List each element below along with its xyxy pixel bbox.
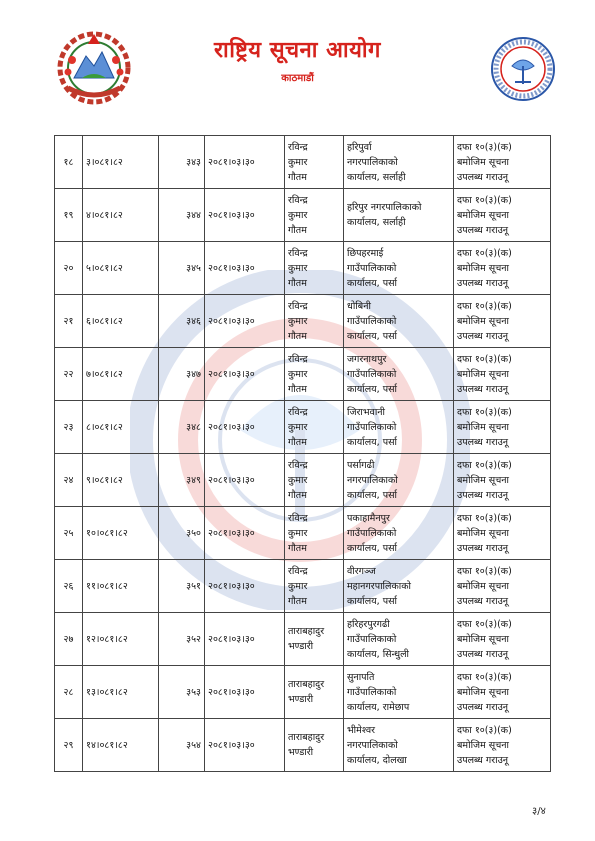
cell-appellant-name bbox=[285, 401, 344, 454]
cell-appellant-name bbox=[285, 666, 344, 719]
cell-registration-number bbox=[83, 613, 159, 666]
cell-decision-number bbox=[159, 189, 205, 242]
cell-decision-number-text: ३५३ bbox=[186, 686, 201, 698]
cell-appellant-name bbox=[285, 560, 344, 613]
cell-decision-date-text: २०८१।०३।३० bbox=[208, 156, 255, 168]
cell-decision-text-text: दफा १०(३)(क) बमोजिम सूचना उपलब्ध गराउनू bbox=[457, 300, 512, 342]
cell-decision-number bbox=[159, 136, 205, 189]
cell-respondent-office bbox=[344, 189, 454, 242]
cell-decision-text-text: दफा १०(३)(क) बमोजिम सूचना उपलब्ध गराउनू bbox=[457, 194, 512, 236]
cell-decision-text bbox=[454, 242, 551, 295]
cell-decision-date-text: २०८१।०३।३० bbox=[208, 633, 255, 645]
cell-serial-number-text: २१ bbox=[63, 315, 74, 327]
cell-decision-text-text: दफा १०(३)(क) बमोजिम सूचना उपलब्ध गराउनू bbox=[457, 724, 512, 766]
cell-respondent-office bbox=[344, 401, 454, 454]
cell-decision-number bbox=[159, 560, 205, 613]
cell-registration-number-text: १४।०८१।८२ bbox=[86, 739, 128, 751]
cell-appellant-name-text: ताराबहादुर भण्डारी bbox=[288, 732, 325, 758]
cell-decision-number bbox=[159, 719, 205, 772]
cell-decision-date bbox=[205, 136, 285, 189]
cell-decision-date bbox=[205, 507, 285, 560]
cell-decision-number-text: ३४३ bbox=[186, 156, 201, 168]
cell-decision-date-text: २०८१।०३।३० bbox=[208, 368, 255, 380]
cell-decision-number-text: ३४५ bbox=[186, 262, 201, 274]
cell-decision-date-text: २०८१।०३।३० bbox=[208, 580, 255, 592]
cell-decision-text-text: दफा १०(३)(क) बमोजिम सूचना उपलब्ध गराउनू bbox=[457, 406, 512, 448]
table-row bbox=[55, 719, 551, 772]
cell-serial-number bbox=[55, 242, 83, 295]
cell-decision-date-text: २०८१।०३।३० bbox=[208, 262, 255, 274]
cell-appellant-name bbox=[285, 507, 344, 560]
cell-decision-date bbox=[205, 348, 285, 401]
cell-registration-number bbox=[83, 242, 159, 295]
cell-appellant-name-text: रविन्द्र कुमार गौतम bbox=[288, 353, 308, 395]
cell-decision-date-text: २०८१।०३।३० bbox=[208, 315, 255, 327]
page-number: ३/४ bbox=[532, 806, 546, 817]
letterhead bbox=[0, 0, 595, 110]
cell-registration-number-text: ८।०८१।८२ bbox=[86, 421, 123, 433]
cell-appellant-name bbox=[285, 242, 344, 295]
cell-decision-number-text: ३५० bbox=[186, 527, 201, 539]
cell-registration-number-text: ४।०८१।८२ bbox=[86, 209, 123, 221]
cell-decision-text bbox=[454, 666, 551, 719]
cell-respondent-office-text: जगरनाथपुर गाउँपालिकाको कार्यालय, पर्सा bbox=[347, 353, 397, 395]
cell-appellant-name-text: रविन्द्र कुमार गौतम bbox=[288, 459, 308, 501]
cell-decision-number bbox=[159, 295, 205, 348]
cell-respondent-office bbox=[344, 348, 454, 401]
cell-decision-text-text: दफा १०(३)(क) बमोजिम सूचना उपलब्ध गराउनू bbox=[457, 353, 512, 395]
cell-serial-number bbox=[55, 560, 83, 613]
cell-decision-number bbox=[159, 454, 205, 507]
cell-respondent-office-text: पर्सागढी नगरपालिकाको कार्यालय, पर्सा bbox=[347, 459, 398, 501]
cell-decision-date-text: २०८१।०३।३० bbox=[208, 739, 255, 751]
cell-decision-date-text: २०८१।०३।३० bbox=[208, 474, 255, 486]
cell-registration-number bbox=[83, 560, 159, 613]
cell-decision-date bbox=[205, 666, 285, 719]
cell-serial-number bbox=[55, 295, 83, 348]
cell-serial-number-text: १९ bbox=[63, 209, 74, 221]
cell-respondent-office-text: सुनापति गाउँपालिकाको कार्यालय, रामेछाप bbox=[347, 671, 410, 713]
records-table bbox=[54, 135, 551, 772]
cell-registration-number bbox=[83, 348, 159, 401]
cell-registration-number-text: ९।०८१।८२ bbox=[86, 474, 123, 486]
cell-decision-text bbox=[454, 295, 551, 348]
cell-decision-number-text: ३४६ bbox=[186, 315, 201, 327]
cell-serial-number bbox=[55, 719, 83, 772]
cell-decision-text bbox=[454, 454, 551, 507]
cell-decision-date bbox=[205, 401, 285, 454]
records-table-body bbox=[55, 136, 551, 772]
table-row bbox=[55, 242, 551, 295]
cell-decision-date bbox=[205, 189, 285, 242]
cell-decision-text bbox=[454, 189, 551, 242]
cell-respondent-office-text: हरिपुर्वा नगरपालिकाको कार्यालय, सर्लाही bbox=[347, 141, 406, 183]
nic-seal-icon bbox=[490, 36, 556, 102]
cell-decision-text-text: दफा १०(३)(क) बमोजिम सूचना उपलब्ध गराउनू bbox=[457, 459, 512, 501]
cell-appellant-name bbox=[285, 719, 344, 772]
cell-decision-text-text: दफा १०(३)(क) बमोजिम सूचना उपलब्ध गराउनू bbox=[457, 618, 512, 660]
cell-registration-number bbox=[83, 401, 159, 454]
cell-appellant-name-text: रविन्द्र कुमार गौतम bbox=[288, 565, 308, 607]
table-row bbox=[55, 136, 551, 189]
cell-appellant-name bbox=[285, 189, 344, 242]
cell-decision-number bbox=[159, 507, 205, 560]
cell-decision-number-text: ३५१ bbox=[186, 580, 201, 592]
cell-registration-number-text: १३।०८१।८२ bbox=[86, 686, 128, 698]
cell-decision-date bbox=[205, 719, 285, 772]
cell-serial-number bbox=[55, 401, 83, 454]
cell-decision-number-text: ३५२ bbox=[186, 633, 201, 645]
cell-decision-number-text: ३४८ bbox=[186, 421, 201, 433]
cell-decision-text bbox=[454, 348, 551, 401]
cell-serial-number bbox=[55, 348, 83, 401]
cell-respondent-office-text: हरिपुर नगरपालिकाको कार्यालय, सर्लाही bbox=[347, 202, 422, 228]
cell-decision-text-text: दफा १०(३)(क) बमोजिम सूचना उपलब्ध गराउनू bbox=[457, 671, 512, 713]
cell-appellant-name bbox=[285, 348, 344, 401]
cell-decision-number bbox=[159, 348, 205, 401]
cell-decision-date bbox=[205, 295, 285, 348]
cell-respondent-office bbox=[344, 613, 454, 666]
cell-decision-date-text: २०८१।०३।३० bbox=[208, 209, 255, 221]
cell-serial-number-text: २५ bbox=[63, 527, 74, 539]
page-subtitle: काठमाडौं bbox=[281, 73, 314, 84]
cell-respondent-office-text: जिराभवानी गाउँपालिकाको कार्यालय, पर्सा bbox=[347, 406, 397, 448]
cell-registration-number bbox=[83, 666, 159, 719]
cell-serial-number bbox=[55, 454, 83, 507]
cell-registration-number bbox=[83, 719, 159, 772]
cell-serial-number bbox=[55, 507, 83, 560]
table-row bbox=[55, 613, 551, 666]
cell-decision-number-text: ३५४ bbox=[186, 739, 201, 751]
cell-registration-number bbox=[83, 507, 159, 560]
cell-registration-number bbox=[83, 189, 159, 242]
cell-registration-number-text: १२।०८१।८२ bbox=[86, 633, 128, 645]
cell-appellant-name bbox=[285, 136, 344, 189]
cell-serial-number bbox=[55, 613, 83, 666]
cell-registration-number bbox=[83, 136, 159, 189]
cell-decision-number bbox=[159, 401, 205, 454]
cell-respondent-office bbox=[344, 666, 454, 719]
table-row bbox=[55, 348, 551, 401]
cell-registration-number-text: ११।०८१।८२ bbox=[86, 580, 128, 592]
cell-decision-text bbox=[454, 560, 551, 613]
cell-appellant-name-text: ताराबहादुर भण्डारी bbox=[288, 679, 325, 705]
cell-decision-text bbox=[454, 613, 551, 666]
cell-decision-text-text: दफा १०(३)(क) बमोजिम सूचना उपलब्ध गराउनू bbox=[457, 247, 512, 289]
cell-decision-date-text: २०८१।०३।३० bbox=[208, 686, 255, 698]
table-row bbox=[55, 401, 551, 454]
cell-appellant-name-text: रविन्द्र कुमार गौतम bbox=[288, 512, 308, 554]
cell-registration-number-text: ३।०८१।८२ bbox=[86, 156, 123, 168]
cell-serial-number-text: १८ bbox=[63, 156, 74, 168]
cell-appellant-name bbox=[285, 295, 344, 348]
cell-respondent-office bbox=[344, 560, 454, 613]
cell-decision-text bbox=[454, 136, 551, 189]
cell-decision-number bbox=[159, 613, 205, 666]
cell-respondent-office-text: पकाहामैनपुर गाउँपालिकाको कार्यालय, पर्सा bbox=[347, 512, 397, 554]
cell-decision-number bbox=[159, 242, 205, 295]
page-title: राष्ट्रिय सूचना आयोग bbox=[214, 38, 381, 63]
cell-respondent-office-text: हरिहरपुरगढी गाउँपालिकाको कार्यालय, सिन्धुली bbox=[347, 618, 409, 660]
cell-decision-text-text: दफा १०(३)(क) बमोजिम सूचना उपलब्ध गराउनू bbox=[457, 512, 512, 554]
cell-serial-number-text: २३ bbox=[63, 421, 74, 433]
cell-decision-text bbox=[454, 401, 551, 454]
cell-registration-number-text: ७।०८१।८२ bbox=[86, 368, 123, 380]
cell-serial-number bbox=[55, 136, 83, 189]
cell-decision-text-text: दफा १०(३)(क) बमोजिम सूचना उपलब्ध गराउनू bbox=[457, 565, 512, 607]
cell-respondent-office bbox=[344, 242, 454, 295]
cell-decision-number-text: ३४७ bbox=[186, 368, 201, 380]
cell-decision-text-text: दफा १०(३)(क) बमोजिम सूचना उपलब्ध गराउनू bbox=[457, 141, 512, 183]
cell-appellant-name-text: ताराबहादुर भण्डारी bbox=[288, 626, 325, 652]
cell-respondent-office bbox=[344, 719, 454, 772]
cell-respondent-office-text: छिपहरमाई गाउँपालिकाको कार्यालय, पर्सा bbox=[347, 247, 397, 289]
table-row bbox=[55, 560, 551, 613]
cell-decision-text bbox=[454, 507, 551, 560]
cell-respondent-office bbox=[344, 454, 454, 507]
table-row bbox=[55, 454, 551, 507]
table-row bbox=[55, 189, 551, 242]
cell-decision-text bbox=[454, 719, 551, 772]
cell-appellant-name bbox=[285, 454, 344, 507]
cell-registration-number-text: ६।०८१।८२ bbox=[86, 315, 123, 327]
cell-decision-date-text: २०८१।०३।३० bbox=[208, 421, 255, 433]
cell-registration-number bbox=[83, 295, 159, 348]
cell-decision-number bbox=[159, 666, 205, 719]
cell-registration-number-text: ५।०८१।८२ bbox=[86, 262, 123, 274]
cell-decision-date bbox=[205, 613, 285, 666]
cell-serial-number bbox=[55, 189, 83, 242]
cell-decision-date bbox=[205, 242, 285, 295]
cell-serial-number-text: २९ bbox=[63, 739, 74, 751]
cell-registration-number-text: १०।०८१।८२ bbox=[86, 527, 128, 539]
cell-appellant-name-text: रविन्द्र कुमार गौतम bbox=[288, 194, 308, 236]
cell-registration-number bbox=[83, 454, 159, 507]
cell-serial-number-text: २४ bbox=[63, 474, 74, 486]
cell-serial-number-text: २० bbox=[63, 262, 74, 274]
cell-respondent-office bbox=[344, 136, 454, 189]
cell-respondent-office bbox=[344, 295, 454, 348]
cell-respondent-office bbox=[344, 507, 454, 560]
cell-serial-number bbox=[55, 666, 83, 719]
table-row bbox=[55, 666, 551, 719]
cell-decision-date bbox=[205, 560, 285, 613]
cell-appellant-name-text: रविन्द्र कुमार गौतम bbox=[288, 141, 308, 183]
cell-respondent-office-text: भीमेश्वर नगरपालिकाको कार्यालय, दोलखा bbox=[347, 724, 407, 766]
cell-serial-number-text: २६ bbox=[63, 580, 74, 592]
cell-respondent-office-text: धोबिनी गाउँपालिकाको कार्यालय, पर्सा bbox=[347, 300, 397, 342]
cell-decision-date-text: २०८१।०३।३० bbox=[208, 527, 255, 539]
cell-appellant-name-text: रविन्द्र कुमार गौतम bbox=[288, 247, 308, 289]
table-row bbox=[55, 507, 551, 560]
cell-decision-number-text: ३४९ bbox=[186, 474, 201, 486]
cell-serial-number-text: २७ bbox=[63, 633, 74, 645]
cell-appellant-name-text: रविन्द्र कुमार गौतम bbox=[288, 300, 308, 342]
cell-appellant-name-text: रविन्द्र कुमार गौतम bbox=[288, 406, 308, 448]
cell-decision-date bbox=[205, 454, 285, 507]
cell-respondent-office-text: वीरगञ्ज महानगरपालिकाको कार्यालय, पर्सा bbox=[347, 565, 411, 607]
table-row bbox=[55, 295, 551, 348]
cell-serial-number-text: २२ bbox=[63, 368, 74, 380]
cell-appellant-name bbox=[285, 613, 344, 666]
cell-serial-number-text: २८ bbox=[63, 686, 74, 698]
cell-decision-number-text: ३४४ bbox=[186, 209, 201, 221]
